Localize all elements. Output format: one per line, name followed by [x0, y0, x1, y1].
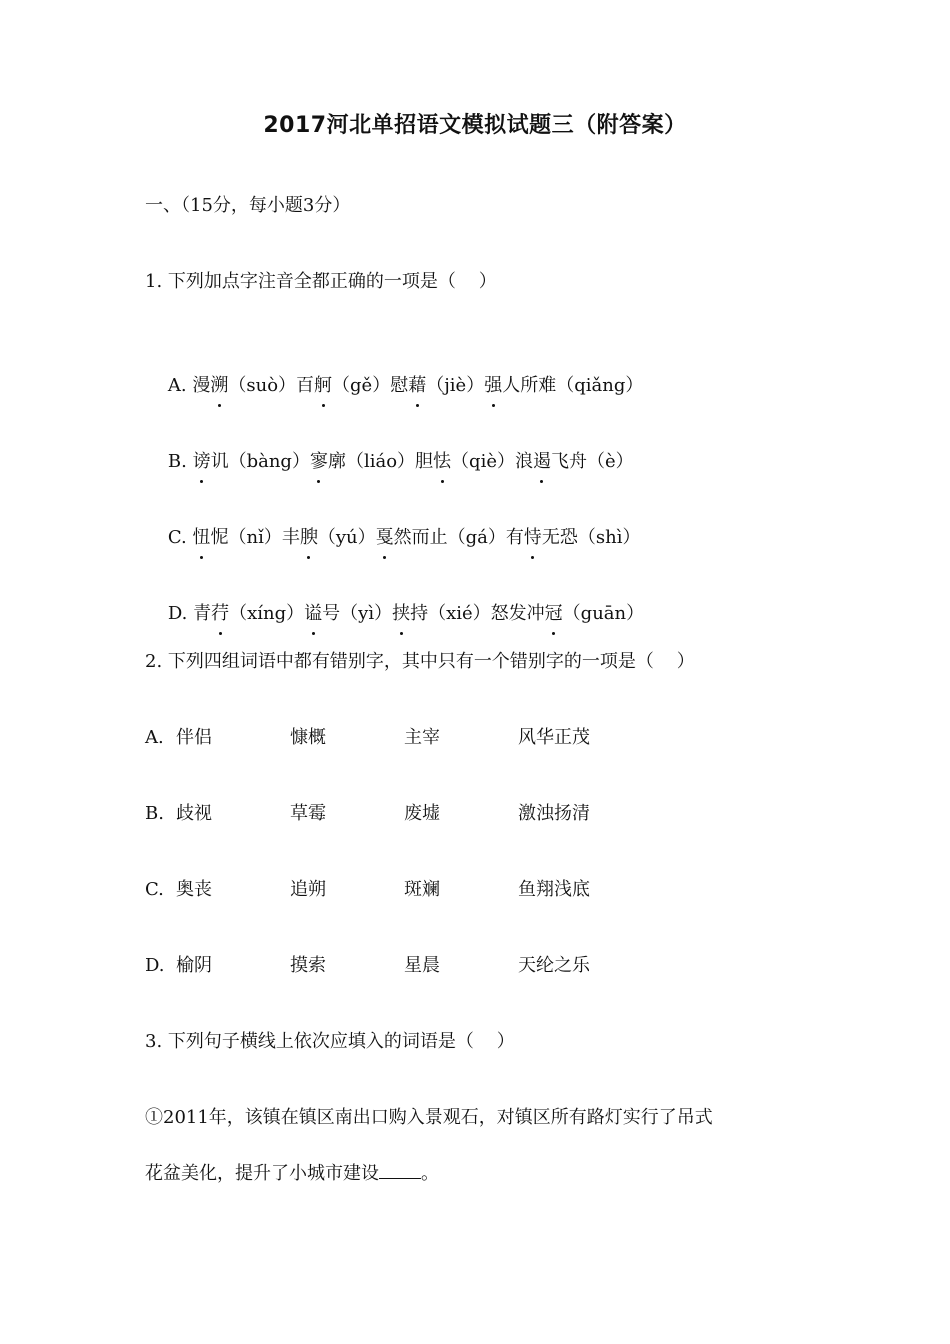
question-1-option-d: D. 青荇（xíng）谥号（yì）挟持（xié）怒发冲冠（guān） [145, 572, 644, 656]
emphasis-dot-char: 恃 [524, 524, 542, 552]
emphasis-dot-char: 谤 [193, 448, 211, 476]
document-page: 2017河北单招语文模拟试题三（附答案） 一、（15分，每小题3分） 1. 下列加点字注音全都正确的一项是（ ） A. 漫溯（suò）百舸（gě）慰藉（jiè）强人所难（qiǎng） B. 谤讥（bàng）寥廓（liáo）胆怯（qiè）浪遏飞舟（è） C. 忸怩（nǐ）丰腴（yú）戛然而止（gá）有恃无恐（shì） D. 青荇（xíng）谥号（yì）挟持（xié）怒发冲冠（guān） 2. 下列四组词语中都有错别字，其中只有一个错别字的一项是（ ） A. 伴侣 慷概 主宰 风华正茂 B. 歧视 草霉 废墟 激浊扬清 C. 奥丧 追朔 斑斓 鱼翔浅底 D. 榆阴 摸索 星晨 天纶之乐 3. 下列句子横线上依次应填入的词语是（ ） ①2011年，该镇在镇区南出口购入景观石，对镇区所有路灯实行了吊式 花盆美化，提升了小城市建设 。 [0, 0, 950, 1344]
section-heading: 一、（15分，每小题3分） [145, 195, 351, 216]
question-1-stem: 1. 下列加点字注音全都正确的一项是（ ） [145, 271, 497, 292]
question-3-sentence-line-1: ①2011年，该镇在镇区南出口购入景观石，对镇区所有路灯实行了吊式 [145, 1107, 713, 1128]
emphasis-dot-char: 挟 [392, 600, 410, 628]
emphasis-dot-char: 溯 [210, 372, 228, 400]
emphasis-dot-char: 遏 [533, 448, 551, 476]
emphasis-dot-char: 怯 [433, 448, 451, 476]
question-3-stem: 3. 下列句子横线上依次应填入的词语是（ ） [145, 1031, 515, 1052]
question-3-sentence-line-2: 花盆美化，提升了小城市建设 。 [145, 1160, 439, 1188]
emphasis-dot-char: 强 [484, 372, 502, 400]
question-1-option-c: C. 忸怩（nǐ）丰腴（yú）戛然而止（gá）有恃无恐（shì） [145, 496, 640, 580]
emphasis-dot-char: 藉 [408, 372, 426, 400]
emphasis-dot-char: 腴 [300, 524, 318, 552]
question-1-option-a: A. 漫溯（suò）百舸（gě）慰藉（jiè）强人所难（qiǎng） [145, 344, 643, 428]
emphasis-dot-char: 冠 [545, 600, 563, 628]
question-2-stem: 2. 下列四组词语中都有错别字，其中只有一个错别字的一项是（ ） [145, 651, 695, 672]
document-title: 2017河北单招语文模拟试题三（附答案） [263, 113, 687, 138]
emphasis-dot-char: 戛 [376, 524, 394, 552]
question-1-option-b: B. 谤讥（bàng）寥廓（liáo）胆怯（qiè）浪遏飞舟（è） [145, 420, 634, 504]
emphasis-dot-char: 忸 [192, 524, 210, 552]
emphasis-dot-char: 舸 [314, 372, 332, 400]
emphasis-dot-char: 寥 [310, 448, 328, 476]
emphasis-dot-char: 荇 [211, 600, 229, 628]
fill-in-blank [379, 1160, 421, 1179]
emphasis-dot-char: 谥 [304, 600, 322, 628]
